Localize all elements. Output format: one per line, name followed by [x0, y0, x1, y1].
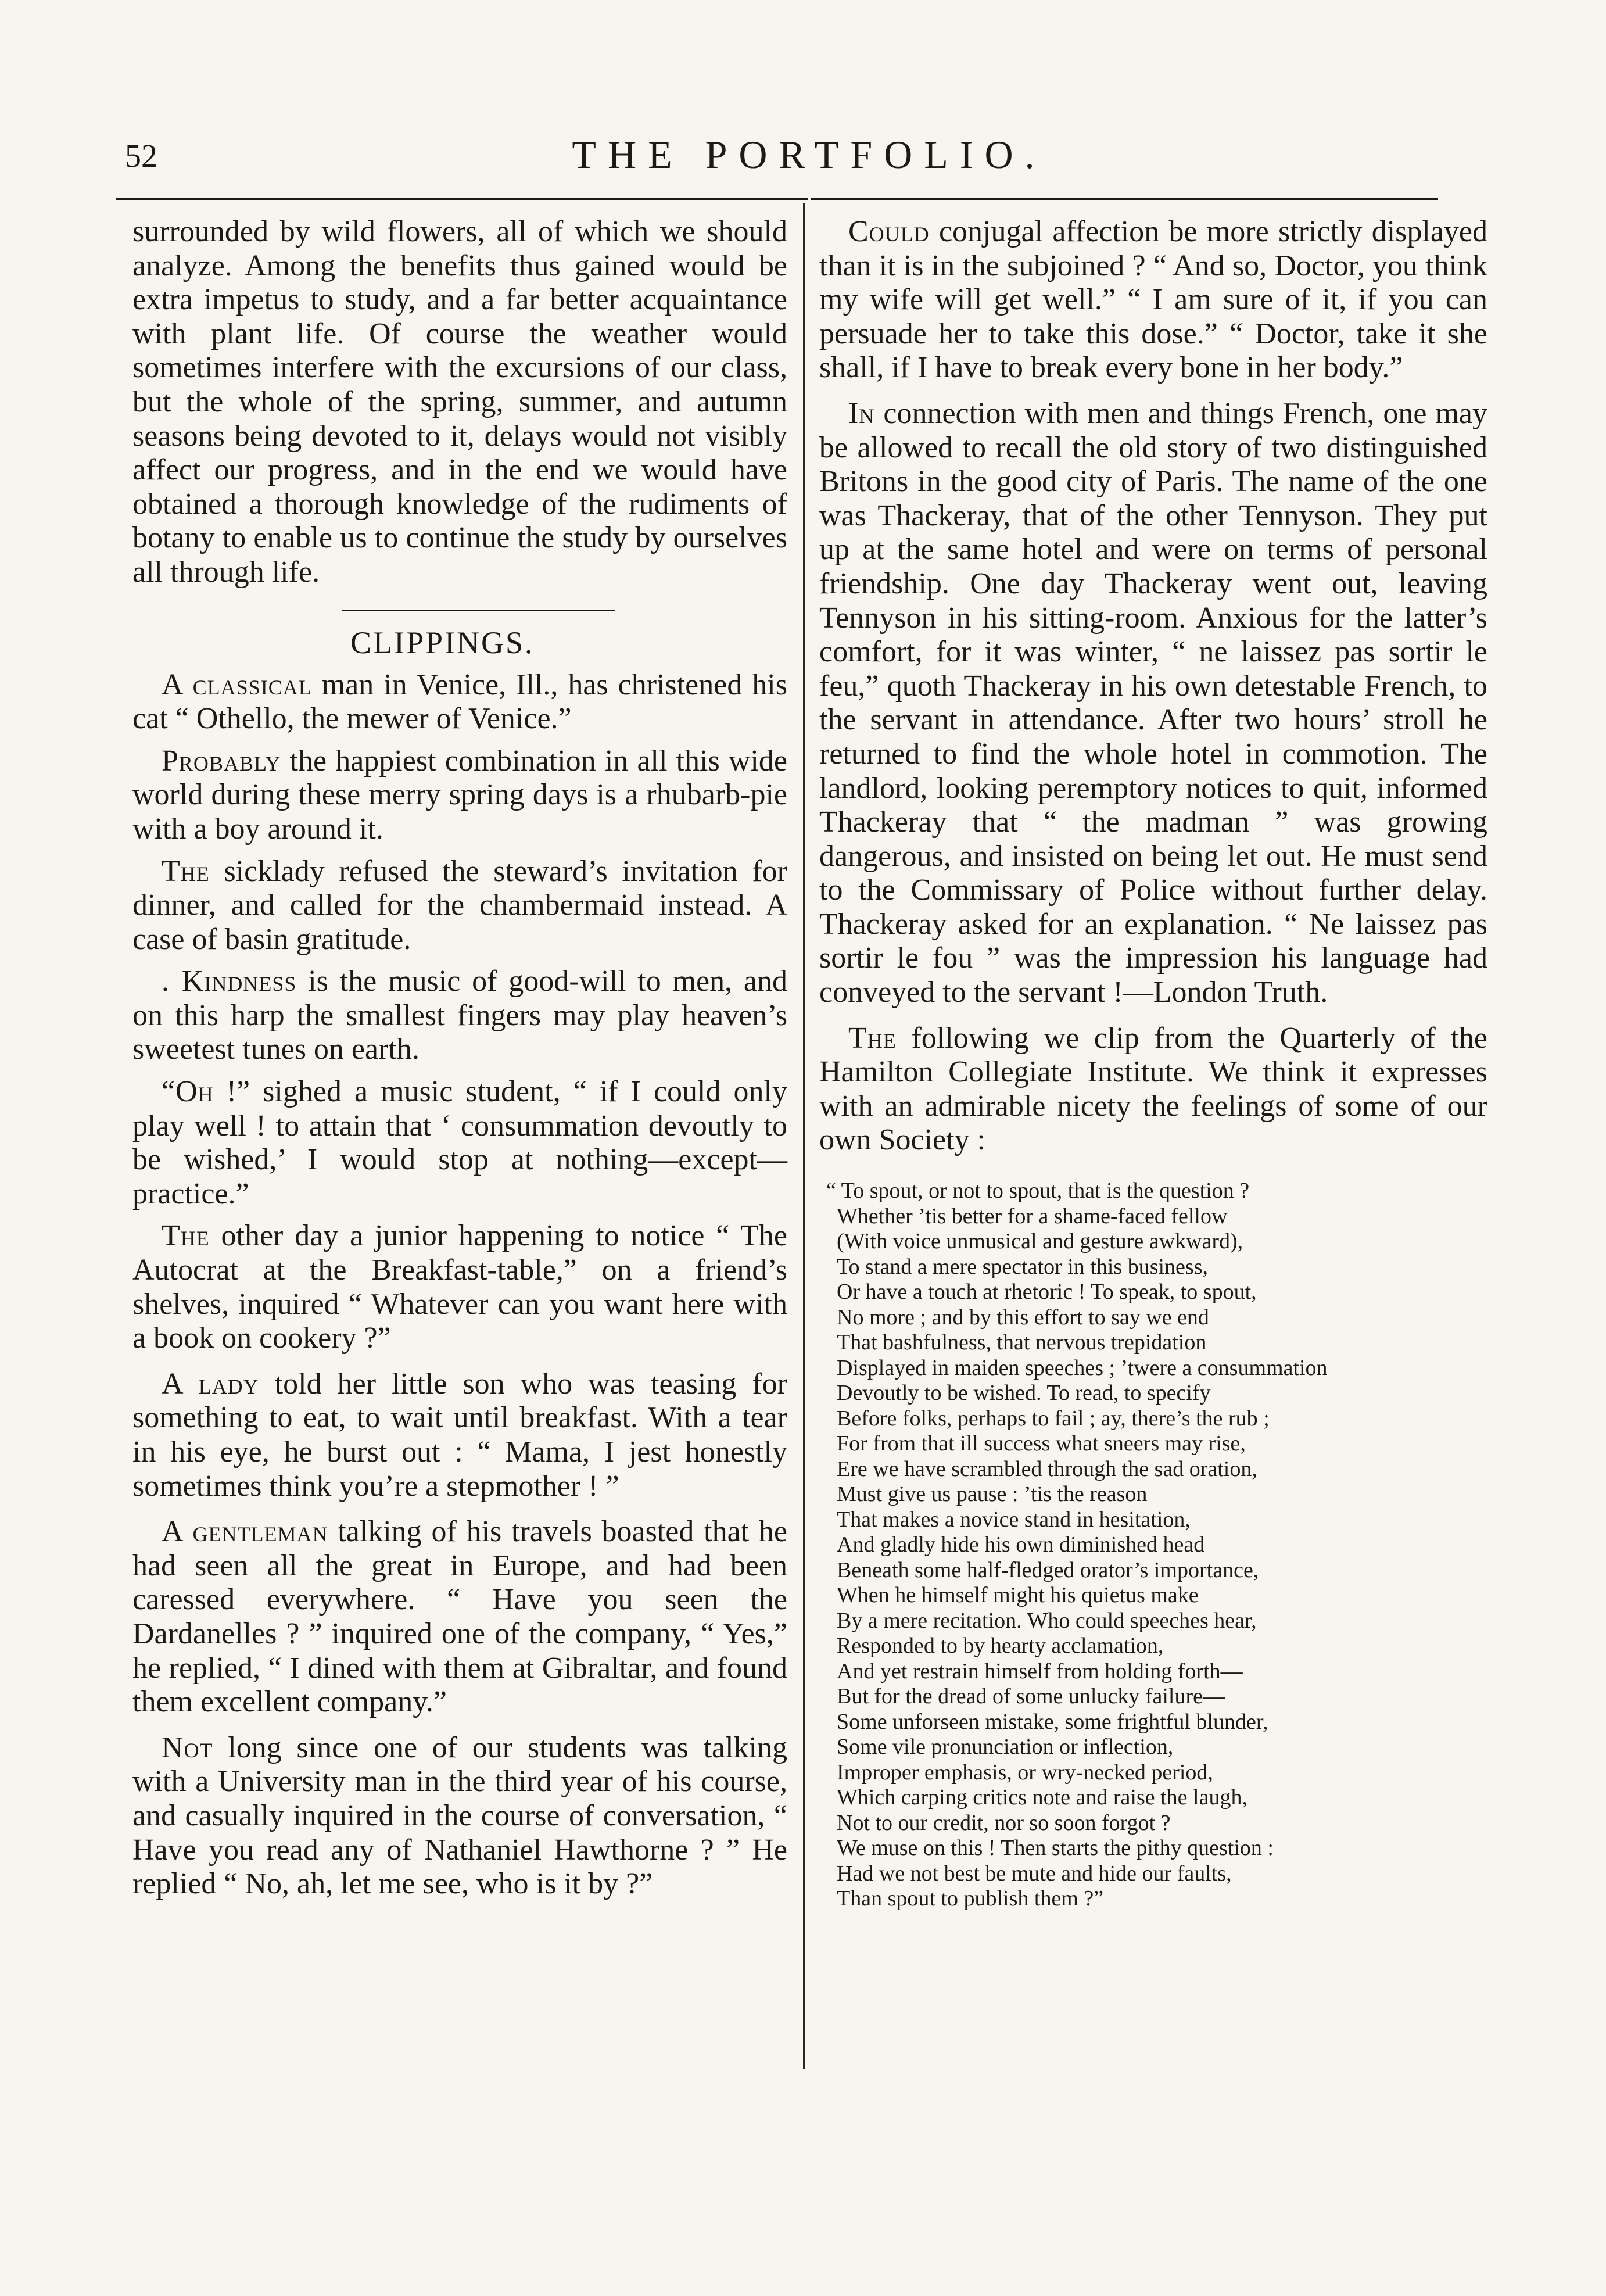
- poem-line: But for the dread of some unlucky failure—: [837, 1684, 1225, 1709]
- clipping-text: talking of his travels boasted that he had seen all the great in Europe, and had been caressed everywhere. “ Have you seen the Dardanelles ? ” inquired one of the company, “ Yes,” he replied, “ I dined with them at Gibraltar, and found them excellent company.”: [132, 1515, 787, 1719]
- clipping-lead: Could: [848, 215, 930, 248]
- intro-paragraph: surrounded by wild flowers, all of which we should analyze. Among the benefits thus gained would be extra impetus to study, and a far better acquaintance with plant life. Of course the weather would sometimes interfere with the excursions of our class, but the whole of the spring, summer, and autumn seasons being devoted to it, delays would not visibly affect our progress, and in the end we would have obtained a thorough knowledge of the rudiments of botany to enable us to continue the study by ourselves all through life.: [132, 215, 787, 589]
- poem-line: Improper emphasis, or wry-necked period,: [837, 1760, 1213, 1785]
- poem-line: No more ; and by this effort to say we end: [837, 1305, 1209, 1330]
- poem-line: And yet restrain himself from holding forth—: [837, 1659, 1243, 1684]
- poem-line: Not to our credit, nor so soon forgot ?: [837, 1810, 1171, 1835]
- clipping-paragraph: [132, 965, 787, 1067]
- clipping-text: told her little son who was teasing for something to eat, to wait until breakfast. With a tear in his eye, he burst out : “ Mama, I jest honestly sometimes think you’re a stepmother ! ”: [132, 1367, 787, 1503]
- poem-line: Or have a touch at rhetoric ! To speak, to spout,: [837, 1280, 1257, 1305]
- section-title: CLIPPINGS.: [350, 625, 535, 660]
- clipping-text: other day a junior happening to notice “ The Autocrat at the Breakfast-table,” on a friend’s shelves, inquired “ Whatever can you want here with a book on cookery ?”: [132, 1219, 787, 1355]
- right-column: [819, 215, 1487, 1912]
- section-rule: [342, 610, 615, 611]
- clipping-text: following we clip from the Quarterly of the Hamilton Collegiate Institute. We think it expresses with an admirable nicety the feelings of some of our own Society :: [819, 1021, 1487, 1157]
- clipping-paragraph: [819, 397, 1487, 1010]
- page-number: 52: [125, 138, 157, 174]
- clipping-text: man in Venice, Ill., has christened his cat “ Othello, the mewer of Venice.”: [132, 668, 787, 736]
- poem-line: By a mere recitation. Who could speeches hear,: [837, 1608, 1257, 1633]
- clipping-text: the happiest combination in all this wide world during these merry spring days is a rhubarb-pie with a boy around it.: [132, 744, 787, 846]
- clipping-paragraph: [132, 855, 787, 957]
- clipping-paragraph: [132, 744, 787, 847]
- poem-line: Some unforseen mistake, some frightful blunder,: [837, 1709, 1268, 1734]
- poem-line: To stand a mere spectator in this business,: [837, 1254, 1208, 1279]
- page-header: [125, 125, 1493, 195]
- clipping-text: sicklady refused the steward’s invitation for dinner, and called for the chambermaid instead. A case of basin gratitude.: [132, 854, 787, 956]
- poem-line: We muse on this ! Then starts the pithy question :: [837, 1836, 1274, 1861]
- clipping-paragraph: [132, 1075, 787, 1211]
- poem-line: When he himself might his quietus make: [837, 1583, 1199, 1608]
- clipping-text: connection with men and things French, one may be allowed to recall the old story of two distinguished Britons in the good city of Paris. The name of the one was Thackeray, that of the other Tennyson. They put up at the same hotel and were on terms of personal friendship. One day Thackeray went out, leaving Tennyson in his sitting-room. Anxious for the latter’s comfort, for it was winter, “ ne laissez pas sortir le feu,” quoth Thackeray in his own detestable French, to the servant in attendance. After two hours’ stroll he returned to find the whole hotel in commotion. The landlord, looking peremptory notices to quit, informed Thackeray that “ the madman ” was growing dangerous, and insisted on being let out. He must send to the Commissary of Police without further delay. Thackeray asked for an explanation. “ Ne laissez pas sortir le fou ” was the impression his language had conveyed to the servant !—London Truth.: [819, 396, 1487, 1009]
- clipping-lead: In: [848, 396, 875, 430]
- column-divider: [803, 203, 805, 2069]
- clipping-lead: . Kindness: [162, 965, 297, 998]
- poem-line: And gladly hide his own diminished head: [837, 1532, 1205, 1557]
- poem-line: Ere we have scrambled through the sad oration,: [837, 1456, 1257, 1481]
- clipping-lead: Probably: [162, 744, 281, 778]
- clipping-lead: The: [162, 1219, 210, 1253]
- clipping-lead: Not: [162, 1731, 213, 1764]
- clipping-text: is the music of good-will to men, and on this harp the smallest fingers may play heaven’s sweetest tunes on earth.: [132, 965, 787, 1066]
- clipping-paragraph: [132, 1367, 787, 1503]
- clipping-lead: A lady: [162, 1367, 259, 1400]
- left-column: [132, 215, 787, 1901]
- clipping-paragraph: [132, 1219, 787, 1355]
- clipping-text: conjugal affection be more strictly displayed than it is in the subjoined ? “ And so, Doctor, you think my wife will get well.” “ I am sure of it, if you can persuade her to take this dose.” “ Doctor, take it she shall, if I have to break every bone in her body.”: [819, 215, 1487, 385]
- clipping-paragraph: [819, 1022, 1487, 1158]
- clipping-paragraph: [819, 215, 1487, 385]
- clipping-text: long since one of our students was talking with a University man in the third year of his course, and casually inquired in the course of conversation, “ Have you read any of Nathaniel Hawthorne ? ” He replied “ No, ah, let me see, who is it by ?”: [132, 1731, 787, 1901]
- poem-line: Had we not best be mute and hide our faults,: [837, 1861, 1232, 1886]
- clipping-lead: The: [162, 854, 210, 888]
- quoted-poem: [826, 1179, 1487, 1912]
- poem-line: That bashfulness, that nervous trepidation: [837, 1330, 1207, 1355]
- poem-line: That makes a novice stand in hesitation,: [837, 1507, 1191, 1532]
- poem-line: “ To spout, or not to spout, that is the question ?: [826, 1179, 1250, 1203]
- poem-line: Beneath some half-fledged orator’s importance,: [837, 1557, 1259, 1582]
- clipping-lead: A gentleman: [162, 1515, 328, 1549]
- poem-line: Some vile pronunciation or inflection,: [837, 1735, 1174, 1760]
- poem-line: Must give us pause : ’tis the reason: [837, 1482, 1148, 1507]
- clipping-text: !” sighed a music student, “ if I could only play well ! to attain that ‘ consummation devoutly to be wished,’ I would stop at nothing—except—practice.”: [132, 1075, 787, 1210]
- clipping-paragraph: [132, 1731, 787, 1901]
- poem-line: Whether ’tis better for a shame-faced fellow: [837, 1203, 1228, 1228]
- poem-line: Displayed in maiden speeches ; ’twere a consummation: [837, 1355, 1328, 1380]
- clipping-paragraph: [132, 1515, 787, 1720]
- poem-line: Devoutly to be wished. To read, to specify: [837, 1381, 1211, 1406]
- running-title: THE PORTFOLIO.: [572, 132, 1046, 177]
- poem-line: (With voice unmusical and gesture awkward),: [837, 1229, 1243, 1254]
- poem-line: Before folks, perhaps to fail ; ay, there’s the rub ;: [837, 1406, 1270, 1431]
- poem-line: For from that ill success what sneers may rise,: [837, 1431, 1246, 1456]
- poem-line: Which carping critics note and raise the laugh,: [837, 1785, 1247, 1810]
- header-rule-left: [116, 198, 808, 200]
- clipping-lead: The: [848, 1021, 897, 1055]
- header-rule-right: [811, 198, 1438, 200]
- clipping-lead: A classical: [162, 668, 312, 701]
- clipping-paragraph: [132, 668, 787, 736]
- poem-line: Responded to by hearty acclamation,: [837, 1634, 1164, 1659]
- poem-line: Than spout to publish them ?”: [837, 1886, 1104, 1911]
- clipping-lead: “Oh: [162, 1075, 214, 1109]
